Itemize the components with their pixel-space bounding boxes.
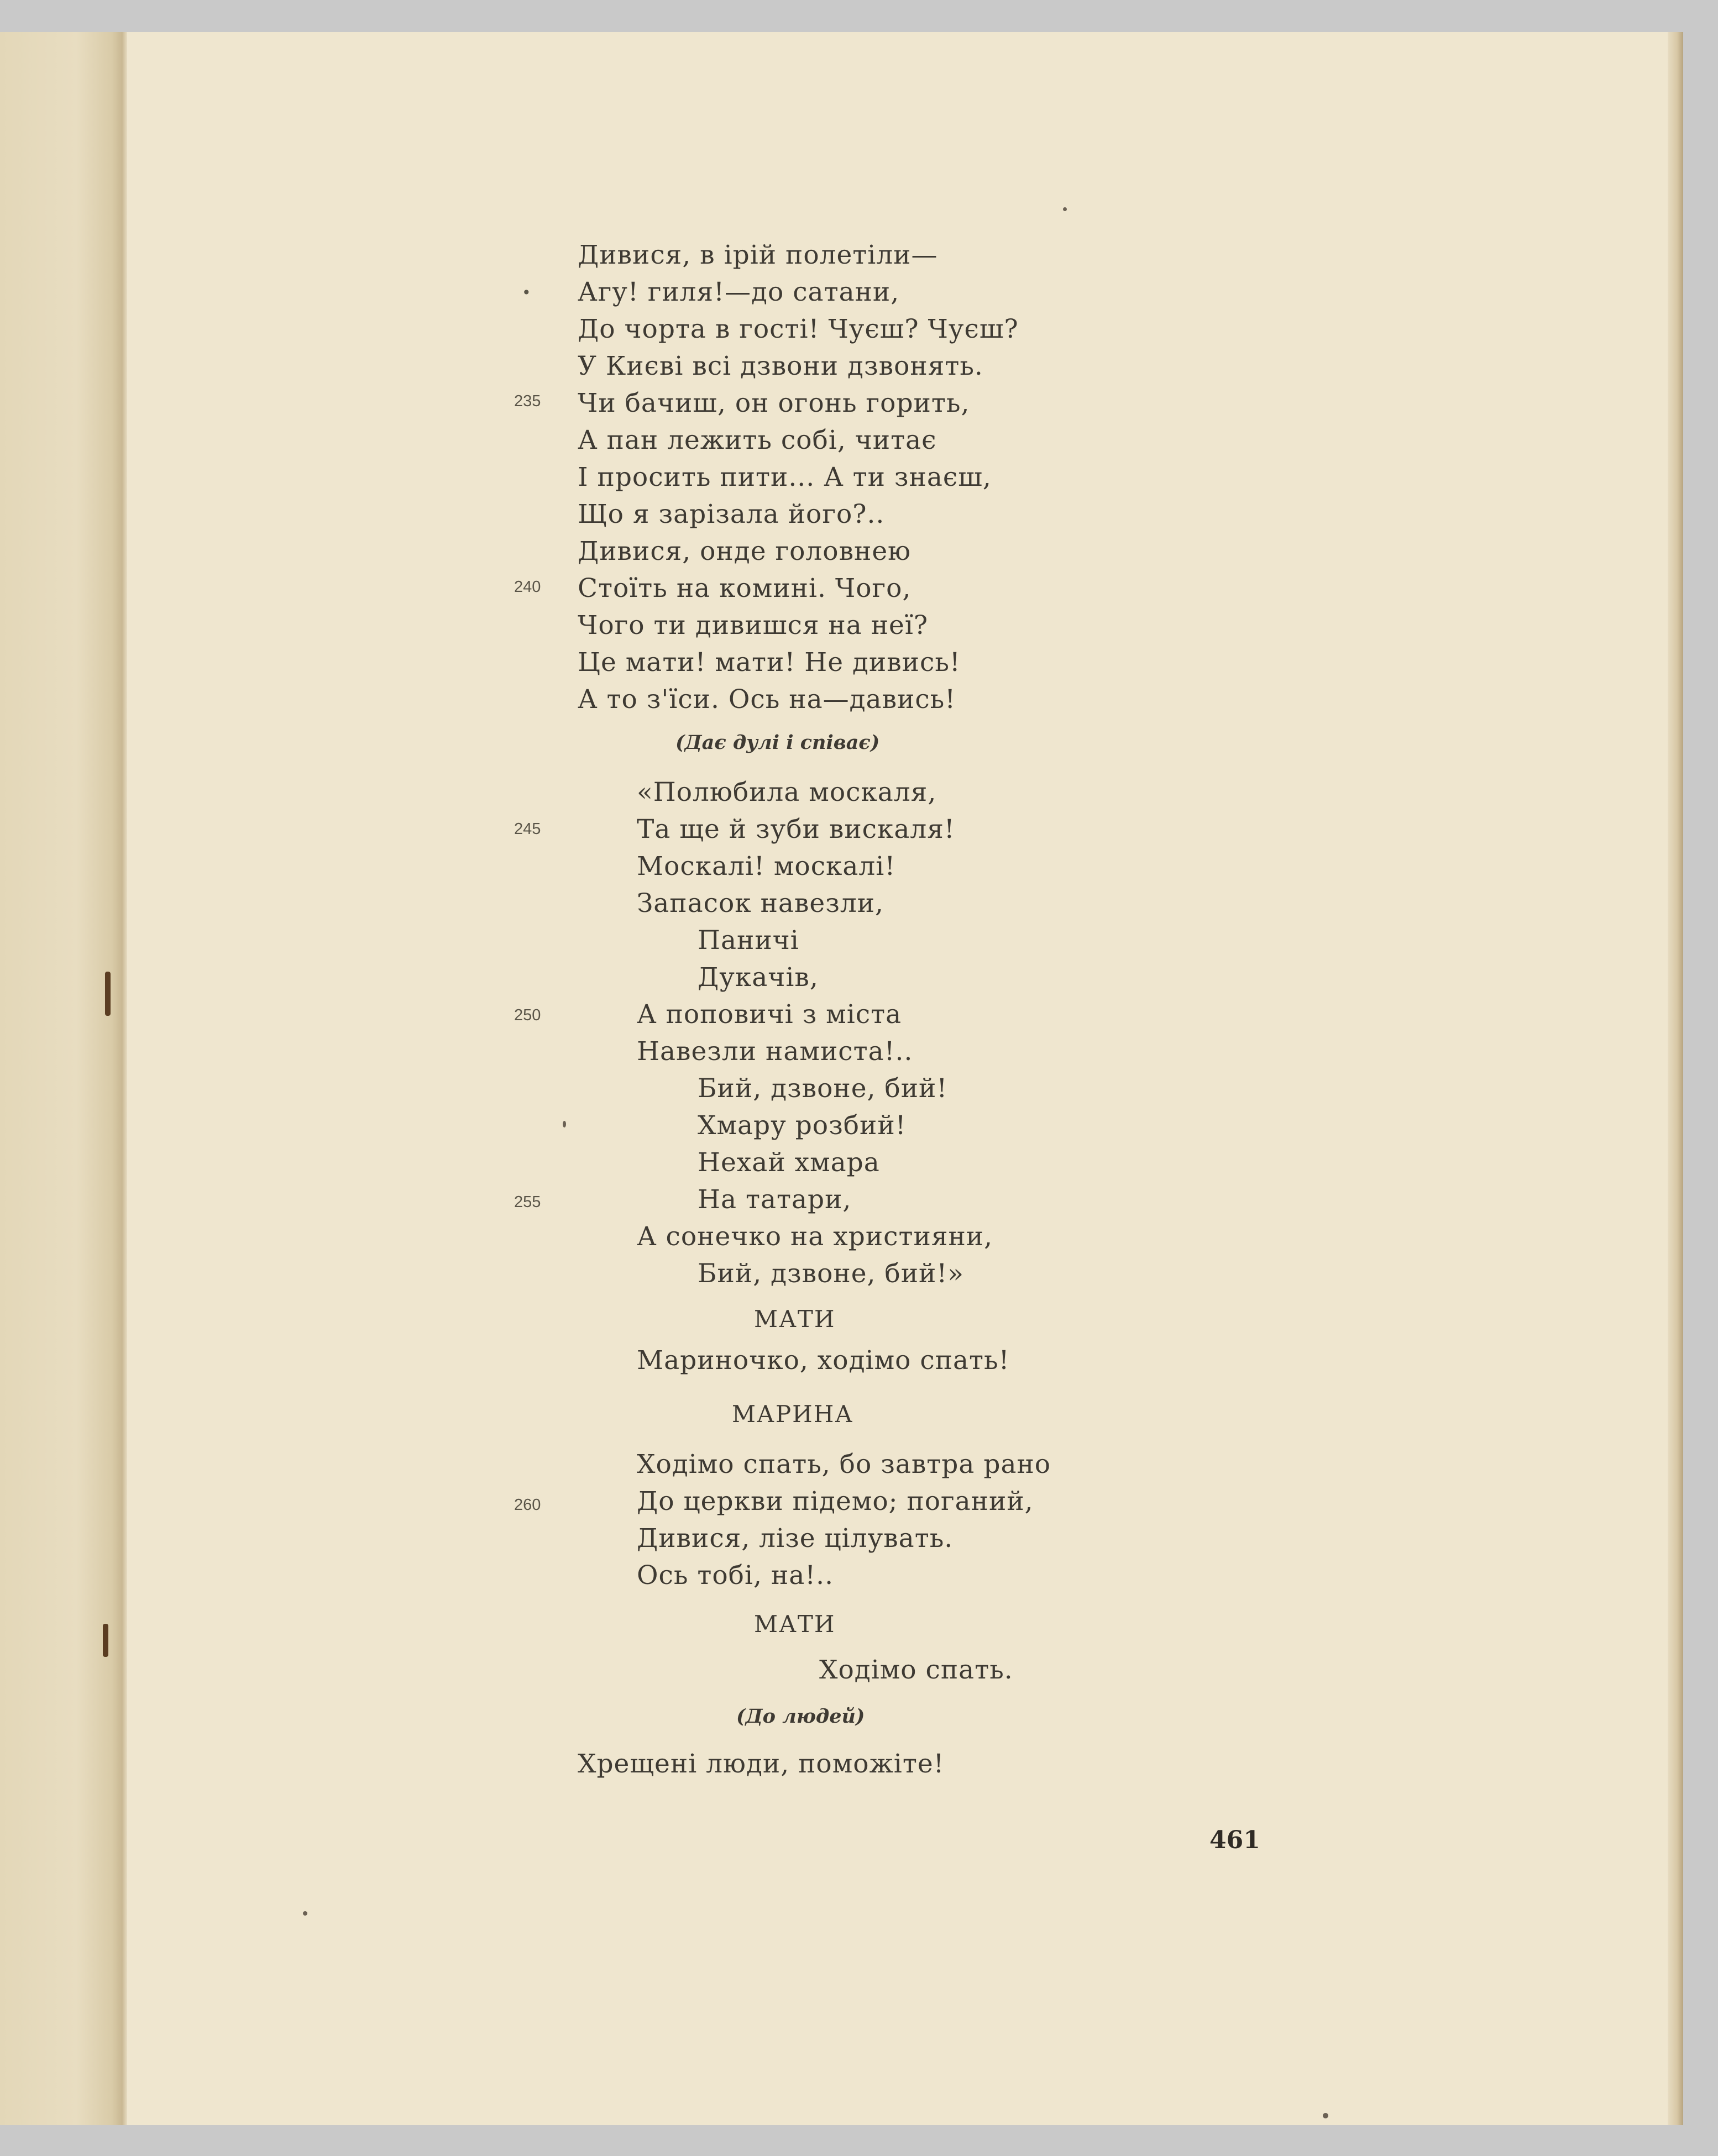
book-gutter <box>0 32 127 2125</box>
line-number: 260 <box>514 1496 541 1514</box>
verse-line: Дивися, лізе цілувать. <box>637 1523 954 1554</box>
song-line: Бий, дзвоне, бий! <box>698 1073 948 1104</box>
speaker-name: МАТИ <box>754 1305 836 1333</box>
paper-speck <box>1323 2113 1328 2118</box>
verse-line: До церкви підемо; поганий, <box>637 1486 1034 1517</box>
song-line: Запасок навезли, <box>637 888 884 919</box>
speaker-name: МАРИНА <box>732 1400 854 1428</box>
song-line: «Полюбила москаля, <box>637 777 937 807</box>
verse-line: А пан лежить собі, читає <box>578 425 937 455</box>
song-line: Дукачів, <box>698 962 819 993</box>
song-line: Та ще й зуби вискаля! <box>637 814 955 844</box>
verse-line: Це мати! мати! Не дивись! <box>578 647 961 678</box>
verse-line: Агу! гиля!—до сатани, <box>578 277 900 307</box>
verse-line: І просить пити... А ти знаєш, <box>578 462 992 492</box>
paper-speck <box>1063 207 1067 211</box>
stage-direction: (До людей) <box>736 1705 865 1728</box>
verse-line: Ось тобі, на!.. <box>637 1560 834 1591</box>
line-number: 235 <box>514 392 541 410</box>
song-line: Нехай хмара <box>698 1147 880 1178</box>
line-number: 250 <box>514 1006 541 1024</box>
verse-line: У Києві всі дзвони дзвонять. <box>578 351 983 381</box>
line-number: 255 <box>514 1193 541 1211</box>
paper-speck <box>303 1911 307 1916</box>
song-line: А поповичі з міста <box>637 999 902 1030</box>
song-line: А сонечко на християни, <box>637 1221 993 1252</box>
verse-line: Дивися, в ірій полетіли— <box>578 240 938 270</box>
verse-line: Ходімо спать, бо завтра рано <box>637 1449 1051 1480</box>
verse-line: А то з'їси. Ось на—давись! <box>578 684 956 715</box>
paper-speck <box>103 1624 108 1657</box>
verse-line: Мариночко, ходімо спать! <box>637 1345 1010 1376</box>
verse-line: Хрещені люди, поможіте! <box>578 1749 945 1779</box>
book-page <box>0 32 1683 2125</box>
verse-line: До чорта в гості! Чуєш? Чуєш? <box>578 314 1019 344</box>
verse-line: Стоїть на комині. Чого, <box>578 573 912 604</box>
verse-line: Дивися, онде головнею <box>578 536 912 566</box>
song-line: Паничі <box>698 925 799 956</box>
verse-line: Що я зарізала його?.. <box>578 499 885 529</box>
song-line: Бий, дзвоне, бий!» <box>698 1258 965 1289</box>
line-number: 240 <box>514 578 541 596</box>
verse-line: Чого ти дивишся на неї? <box>578 610 929 641</box>
song-line: Москалі! москалі! <box>637 851 896 882</box>
page-fore-edge <box>1668 32 1683 2125</box>
line-number: 245 <box>514 820 541 838</box>
song-line: Хмару розбий! <box>698 1110 907 1141</box>
page-number: 461 <box>1209 1826 1260 1854</box>
song-line: Навезли намиста!.. <box>637 1036 913 1067</box>
verse-line: Чи бачиш, он огонь горить, <box>578 388 970 418</box>
song-line: На татари, <box>698 1184 852 1215</box>
speaker-name: МАТИ <box>754 1611 836 1638</box>
paper-speck <box>105 972 111 1016</box>
verse-line: Ходімо спать. <box>819 1655 1013 1685</box>
margin-bullet: • <box>522 284 531 302</box>
stage-direction: (Дає дулі і співає) <box>675 731 880 754</box>
paper-speck <box>563 1121 566 1127</box>
